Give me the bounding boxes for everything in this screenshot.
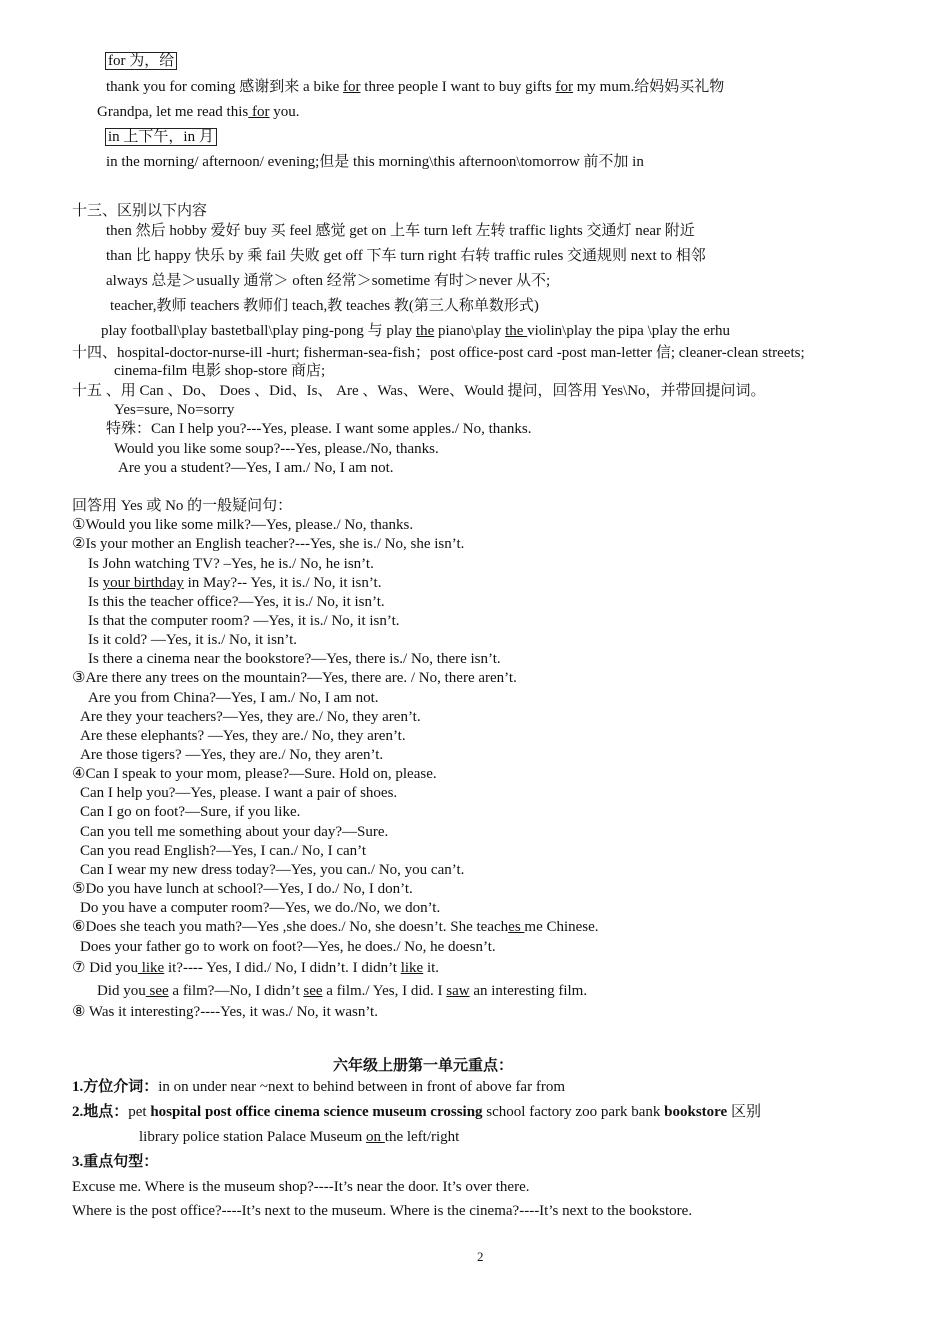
yn-line: Did you see a film?—No, I didn’t see a film./ Yes, I did. I saw an interesting film. <box>97 983 588 999</box>
yn-line: ⑦ Did you like it?---- Yes, I did./ No, I didn’t. I didn’t like it. <box>72 960 440 976</box>
yn-line: Can I go on foot?—Sure, if you like. <box>80 804 301 820</box>
yn-line: ③Are there any trees on the mountain?—Yes, there are. / No, there aren’t. <box>72 670 517 686</box>
yn-line: Do you have a computer room?—Yes, we do./No, we don’t. <box>80 900 441 916</box>
yn-line: Is your birthday in May?-- Yes, it is./ No, it isn’t. <box>88 575 382 591</box>
key-sentence-1: Excuse me. Where is the museum shop?----It’s near the door. It’s over there. <box>72 1179 530 1195</box>
in-example-line: in the morning/ afternoon/ evening;但是 this morning\this afternoon\tomorrow 前不加 in <box>106 154 644 170</box>
for-heading: for 为，给 <box>105 52 177 70</box>
yn-line: Can you read English?—Yes, I can./ No, I can’t <box>80 843 367 859</box>
s13-row-1: then 然后 hobby 爱好 buy 买 feel 感觉 get on 上车 turn left 左转 traffic lights 交通灯 near 附近 <box>106 223 695 239</box>
s13-row-4: teacher,教师 teachers 教师们 teach,教 teaches 教(第三人称单数形式) <box>110 298 539 314</box>
for-example-line-2: Grandpa, let me read this for you. <box>97 104 300 120</box>
unit-title: 六年级上册第一单元重点： <box>332 1058 513 1074</box>
yn-line: Does your father go to work on foot?—Yes, he does./ No, he doesn’t. <box>80 939 496 955</box>
yn-line: Is it cold? —Yes, it is./ No, it isn’t. <box>88 632 298 648</box>
yn-line: Can I help you?—Yes, please. I want a pair of shoes. <box>80 785 398 801</box>
yn-title: 回答用 Yes 或 No 的一般疑问句： <box>72 498 293 514</box>
page-number: 2 <box>477 1249 484 1264</box>
prepositions-line: 1.方位介词：in on under near ~next to behind between in front of above far from <box>72 1079 565 1095</box>
yn-line: Are they your teachers?—Yes, they are./ No, they aren’t. <box>80 709 421 725</box>
places-line: 2.地点：pet hospital post office cinema science museum crossing school factory zoo park bank bookstore 区别 <box>72 1104 761 1120</box>
section-13-title: 十三、区别以下内容 <box>72 203 208 219</box>
yn-line: Are these elephants? —Yes, they are./ No, they aren’t. <box>80 728 406 744</box>
yn-line: Is that the computer room? —Yes, it is./ No, it isn’t. <box>88 613 400 629</box>
section-14-line-1: 十四、hospital-doctor-nurse-ill -hurt; fisherman-sea-fish；post office-post card -post man-letter 信; cleaner-clean streets; <box>72 345 805 361</box>
key-sentences-label: 3.重点句型： <box>72 1154 159 1170</box>
for-example-line: thank you for coming 感谢到来 a bike for three people I want to buy gifts for my mum.给妈妈买礼物 <box>106 79 725 95</box>
yn-line: ⑤Do you have lunch at school?—Yes, I do./ No, I don’t. <box>72 881 413 897</box>
s13-row-3: always 总是＞usually 通常＞ often 经常＞sometime 有时＞never 从不; <box>106 273 551 289</box>
yn-line: ⑧ Was it interesting?----Yes, it was./ No, it wasn’t. <box>72 1004 378 1020</box>
key-sentence-2: Where is the post office?----It’s next to the museum. Where is the cinema?----It’s next to the bookstore. <box>72 1203 693 1219</box>
yn-line: Is John watching TV? –Yes, he is./ No, he isn’t. <box>88 556 374 572</box>
yn-line: Can you tell me something about your day?—Sure. <box>80 824 389 840</box>
places-line-2: library police station Palace Museum on the left/right <box>139 1129 460 1145</box>
special-line-3: Are you a student?—Yes, I am./ No, I am not. <box>118 460 394 476</box>
yn-line: Are those tigers? —Yes, they are./ No, they aren’t. <box>80 747 384 763</box>
yn-line: ⑥Does she teach you math?—Yes ,she does./ No, she doesn’t. She teaches me Chinese. <box>72 919 599 935</box>
yn-line: ④Can I speak to your mom, please?—Sure. Hold on, please. <box>72 766 437 782</box>
yn-line: Can I wear my new dress today?—Yes, you can./ No, you can’t. <box>80 862 465 878</box>
special-line-1: 特殊：Can I help you?---Yes, please. I want some apples./ No, thanks. <box>106 421 532 437</box>
yn-line: Is this the teacher office?—Yes, it is./ No, it isn’t. <box>88 594 385 610</box>
s13-row-5: play football\play bastetball\play ping-pong 与 play the piano\play the violin\play the pipa \play the erhu <box>101 323 731 339</box>
in-heading: in 上下午，in 月 <box>105 128 217 146</box>
yn-line: Are you from China?—Yes, I am./ No, I am not. <box>88 690 379 706</box>
yn-line: ①Would you like some milk?—Yes, please./ No, thanks. <box>72 517 414 533</box>
special-line-2: Would you like some soup?---Yes, please./No, thanks. <box>114 441 439 457</box>
yes-no-note: Yes=sure, No=sorry <box>114 402 235 418</box>
section-15-title: 十五 、用 Can 、Do、 Does 、Did、Is、 Are 、Was、Were、Would 提问，回答用 Yes\No，并带回提问词。 <box>72 383 766 399</box>
section-14-line-2: cinema-film 电影 shop-store 商店; <box>114 363 326 379</box>
s13-row-2: than 比 happy 快乐 by 乘 fail 失败 get off 下车 turn right 右转 traffic rules 交通规则 next to 相邻 <box>106 248 706 264</box>
yn-line: ②Is your mother an English teacher?---Yes, she is./ No, she isn’t. <box>72 536 465 552</box>
yn-line: Is there a cinema near the bookstore?—Yes, there is./ No, there isn’t. <box>88 651 501 667</box>
